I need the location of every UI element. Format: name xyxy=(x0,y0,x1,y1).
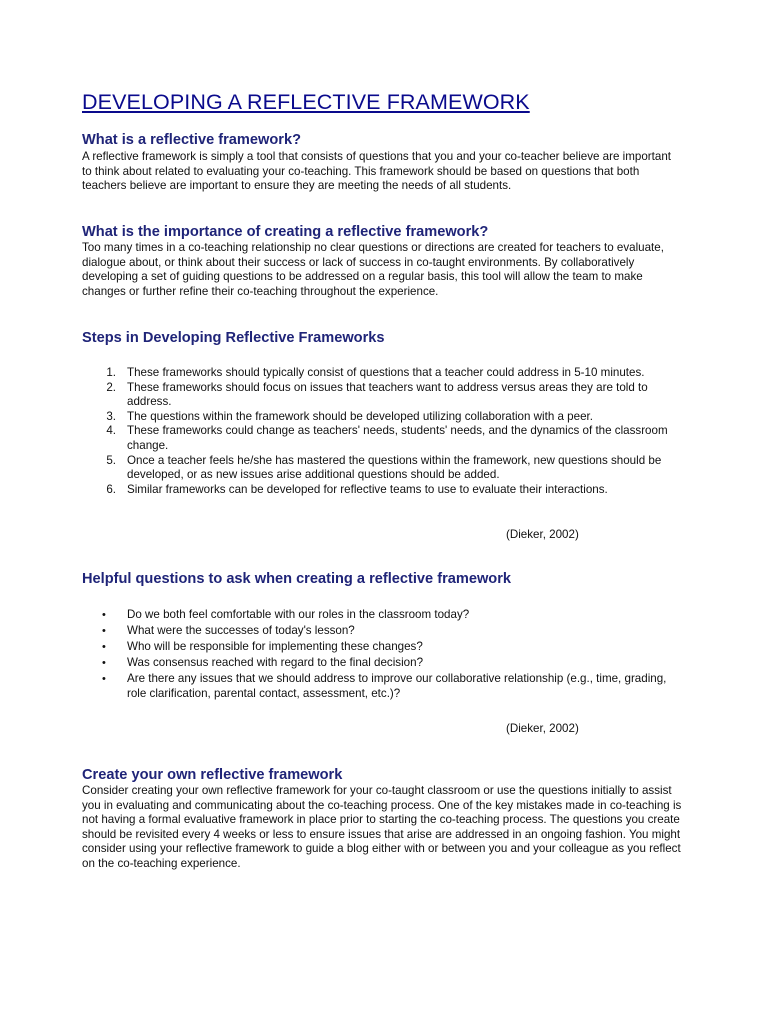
page-title: DEVELOPING A REFLECTIVE FRAMEWORK xyxy=(82,90,530,114)
step-text: These frameworks should typically consist of questions that a teacher could address in 5-10 minutes. xyxy=(127,366,645,379)
step-text: These frameworks should focus on issues that teachers want to address versus areas they are told to address. xyxy=(127,380,648,409)
step-number: 5. xyxy=(106,453,116,467)
question-item xyxy=(82,624,682,639)
paragraph-what-is: A reflective framework is simply a tool that consists of questions that you and your co-teacher believe are important to think about related to evaluating your co-teaching. This framework should be based on questions that both teachers believe are important to ensure they are meeting the needs of all students. xyxy=(82,150,671,193)
bullet-icon: • xyxy=(102,657,106,670)
heading-importance: What is the importance of creating a reflective framework? xyxy=(82,224,489,240)
step-item xyxy=(82,381,682,410)
step-number: 1. xyxy=(106,366,116,379)
bullet-icon: • xyxy=(102,625,106,638)
question-text: Who will be responsible for implementing these changes? xyxy=(127,640,423,654)
step-text: Similar frameworks can be developed for reflective teams to use to evaluate their interactions. xyxy=(127,482,608,496)
step-item xyxy=(82,410,682,425)
bullet-icon: • xyxy=(102,609,106,621)
step-item xyxy=(82,424,682,453)
heading-create: Create your own reflective framework xyxy=(82,767,343,783)
question-item xyxy=(82,640,682,655)
step-text: Once a teacher feels he/she has mastered the questions within the framework, new questions should be developed, or as new issues arise additional questions should be added. xyxy=(127,453,662,482)
question-item xyxy=(82,608,682,623)
citation-steps: (Dieker, 2002) xyxy=(506,528,579,541)
paragraph-importance: Too many times in a co-teaching relationship no clear questions or directions are created for teachers to evaluate, dialogue about, or think about their success or lack of success in co-taught environments. By collaboratively developing a set of guiding questions to be addressed on a regular basis, this tool will allow the team to make changes or further refine their co-teaching throughout the experience. xyxy=(82,241,664,298)
heading-questions: Helpful questions to ask when creating a reflective framework xyxy=(82,571,512,587)
step-item xyxy=(82,454,682,483)
paragraph-create: Consider creating your own reflective framework for your co-taught classroom or use the questions initially to assist you in evaluating and communicating about the co-teaching process. One of the key mistakes made in co-teaching is not having a formal evaluative framework in place prior to starting the co-teaching process. The questions you create should be revisited every 4 weeks or less to ensure issues that arise are addressed in an ongoing fashion. You might consider using your reflective framework to guide a blog either with or between you and your colleague as you reflect on the co-teaching experience. xyxy=(82,784,682,870)
question-item xyxy=(82,672,682,701)
step-item xyxy=(82,483,682,498)
question-item xyxy=(82,656,682,671)
step-number: 6. xyxy=(106,482,116,496)
steps-list xyxy=(82,366,682,497)
step-number: 2. xyxy=(106,380,116,394)
question-text: Was consensus reached with regard to the final decision? xyxy=(127,656,424,670)
step-text: The questions within the framework should be developed utilizing collaboration with a peer. xyxy=(127,409,593,423)
bullet-icon: • xyxy=(102,641,106,654)
step-text: These frameworks could change as teachers' needs, students' needs, and the dynamics of the classroom change. xyxy=(127,424,668,452)
heading-what-is: What is a reflective framework? xyxy=(82,132,301,148)
citation-questions: (Dieker, 2002) xyxy=(506,722,579,735)
bullet-icon: • xyxy=(102,673,106,686)
step-number: 4. xyxy=(106,424,116,438)
step-item xyxy=(82,366,682,381)
question-text: What were the successes of today's lesson? xyxy=(127,624,355,638)
question-text: Are there any issues that we should address to improve our collaborative relationship (e.g., time, grading, role clarification, parental contact, assessment, etc.)? xyxy=(127,672,667,700)
step-number: 3. xyxy=(106,409,116,423)
heading-steps: Steps in Developing Reflective Frameworks xyxy=(82,330,385,346)
questions-list xyxy=(82,608,682,703)
question-text: Do we both feel comfortable with our roles in the classroom today? xyxy=(127,608,470,621)
